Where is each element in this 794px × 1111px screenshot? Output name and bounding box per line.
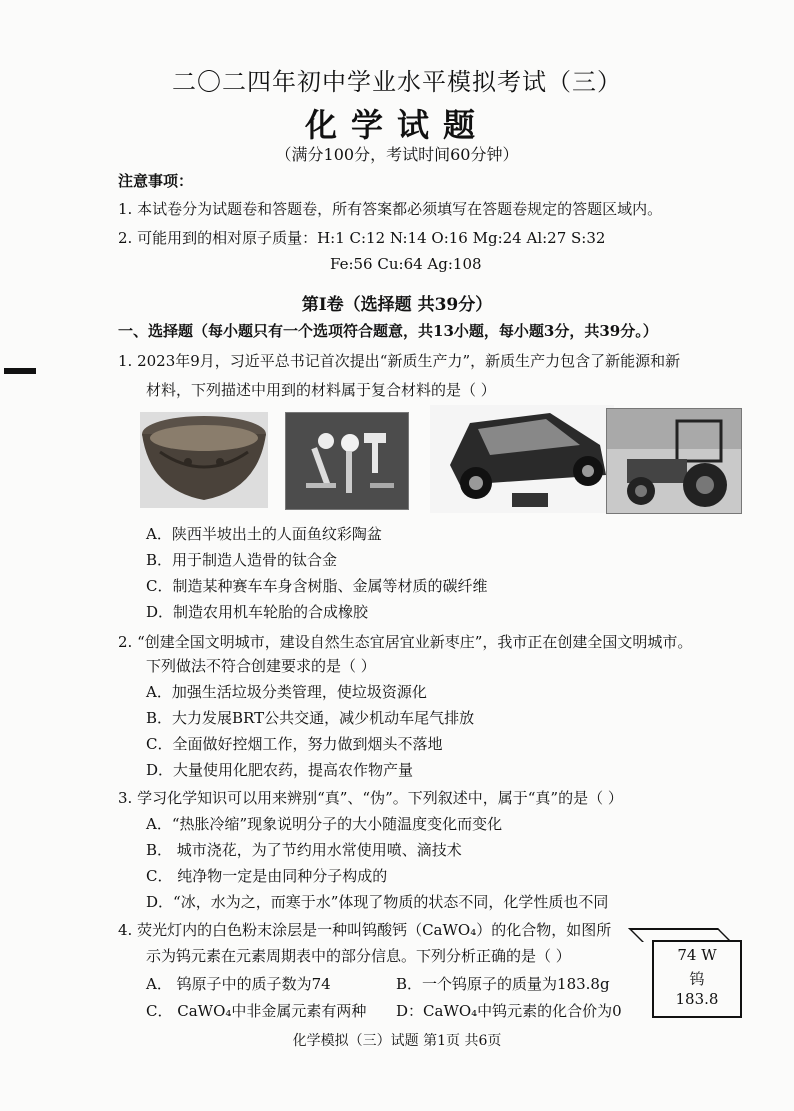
exam-title: 二〇二四年初中学业水平模拟考试（三） — [172, 68, 622, 96]
q3-option-a: A．“热胀冷缩”现象说明分子的大小随温度变化而变化 — [146, 815, 503, 833]
q1-option-d: D．制造农用机车轮胎的合成橡胶 — [146, 603, 369, 621]
q4-option-b: B．一个钨原子的质量为183.8g — [396, 975, 610, 993]
q2-option-a: A．加强生活垃圾分类管理，使垃圾资源化 — [146, 683, 427, 701]
margin-mark — [4, 368, 36, 374]
tungsten-element-card — [652, 940, 742, 1018]
q1-stem-line2: 材料，下列描述中用到的材料属于复合材料的是（ ） — [146, 381, 496, 399]
notice-item-2: 2. 可能用到的相对原子质量：H:1 C:12 N:14 O:16 Mg:24 Al:27 S:32 — [118, 229, 606, 247]
element-name: 钨 — [689, 970, 705, 988]
q2-stem-line2: 下列做法不符合创建要求的是（ ） — [146, 657, 376, 675]
carbon-fiber-car-image — [430, 405, 614, 513]
q2-stem-line1: 2. “创建全国文明城市，建设自然生态宜居宜业新枣庄”，我市正在创建全国文明城市。 — [118, 633, 693, 651]
page-footer: 化学模拟（三）试题 第1页 共6页 — [292, 1033, 502, 1049]
q3-stem: 3. 学习化学知识可以用来辨别“真”、“伪”。下列叙述中，属于“真”的是（ ） — [118, 789, 623, 807]
q2-option-c: C．全面做好控烟工作，努力做到烟头不落地 — [146, 735, 443, 753]
q2-option-b: B．大力发展BRT公共交通，减少机动车尾气排放 — [146, 709, 475, 727]
q1-option-b: B．用于制造人造骨的钛合金 — [146, 551, 338, 569]
q4-stem-line1: 4. 荧光灯内的白色粉末涂层是一种叫钨酸钙（CaWO₄）的化合物，如图所 — [118, 921, 612, 939]
q3-option-c: C． 纯净物一定是由同种分子构成的 — [146, 867, 388, 885]
pottery-basin-image — [140, 412, 268, 508]
tractor-image — [606, 408, 742, 514]
notice-heading: 注意事项： — [118, 172, 194, 190]
score-info: （满分100分，考试时间60分钟） — [275, 145, 519, 164]
q4-option-c: C． CaWO₄中非金属元素有两种 — [146, 1002, 367, 1020]
part1-heading: 一、选择题（每小题只有一个选项符合题意，共13小题，每小题3分，共39分。） — [118, 322, 658, 340]
titanium-alloy-bone-image — [285, 412, 409, 510]
q1-option-a: A．陕西半坡出土的人面鱼纹彩陶盆 — [146, 525, 382, 543]
section-title: 第Ⅰ卷（选择题 共39分） — [301, 295, 493, 315]
subject-title: 化学试题 — [304, 106, 489, 144]
q3-option-d: D．“冰，水为之，而寒于水”体现了物质的状态不同，化学性质也不同 — [146, 893, 609, 911]
q3-option-b: B． 城市浇花，为了节约用水常使用喷、滴技术 — [146, 841, 462, 859]
element-mass: 183.8 — [675, 990, 719, 1008]
q4-option-d: D：CaWO₄中钨元素的化合价为0 — [396, 1002, 622, 1020]
q1-stem-line1: 1. 2023年9月，习近平总书记首次提出“新质生产力”，新质生产力包含了新能源和新 — [118, 352, 681, 370]
element-number-symbol: 74 W — [677, 946, 717, 964]
q4-option-a: A． 钨原子中的质子数为74 — [146, 975, 331, 993]
q1-option-c: C．制造某种赛车车身含树脂、金属等材质的碳纤维 — [146, 577, 488, 595]
notice-item-1: 1. 本试卷分为试题卷和答题卷，所有答案都必须填写在答题卷规定的答题区域内。 — [118, 200, 663, 218]
notice-item-2-cont: Fe:56 Cu:64 Ag:108 — [330, 255, 482, 273]
q2-option-d: D．大量使用化肥农药，提高农作物产量 — [146, 761, 414, 779]
q4-stem-line2: 示为钨元素在元素周期表中的部分信息。下列分析正确的是（ ） — [146, 947, 571, 965]
